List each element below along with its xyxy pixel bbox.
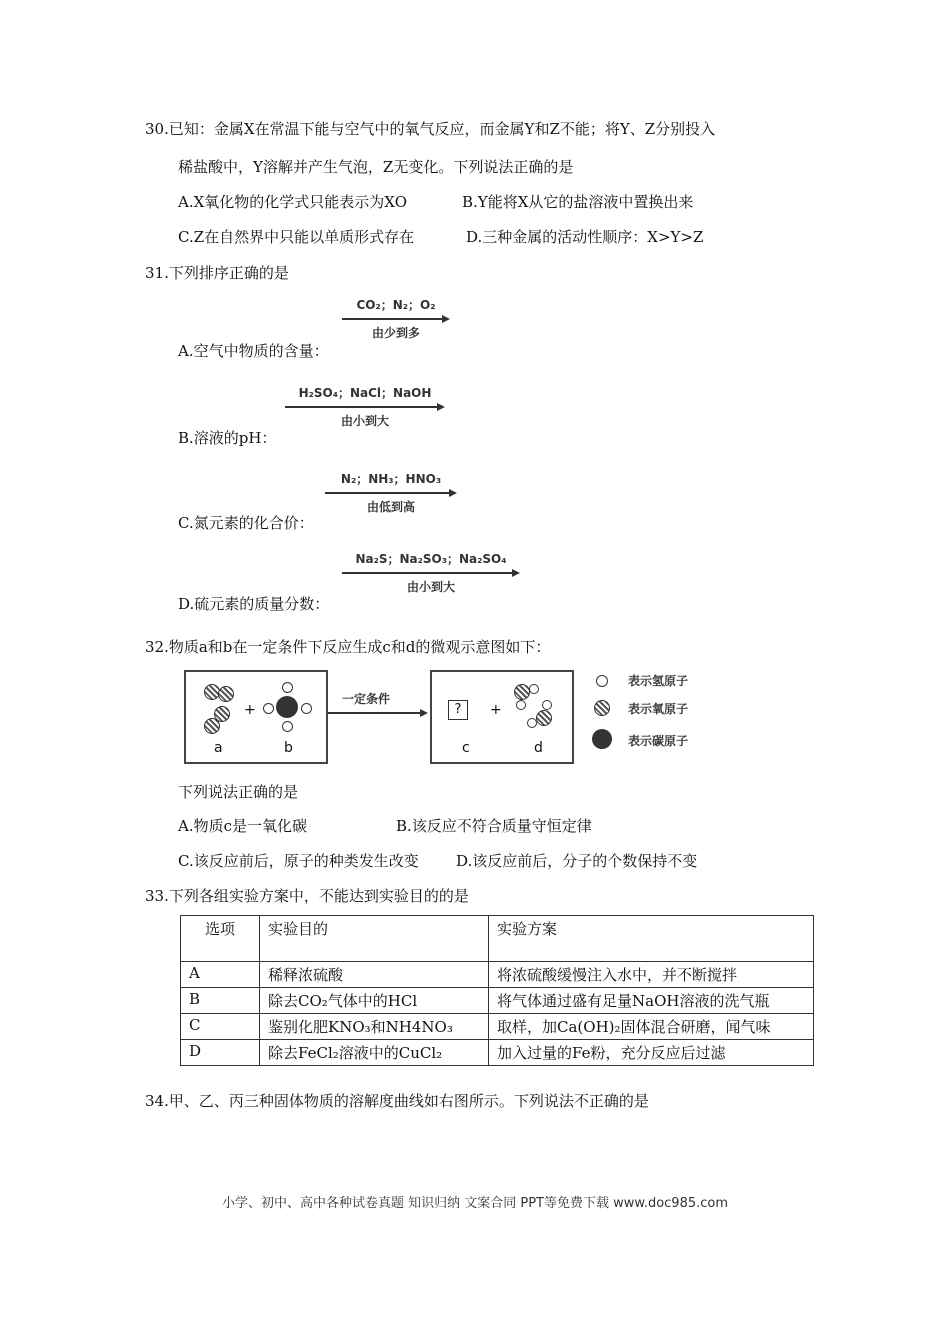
q30-option-d: D.三种金属的活动性顺序：X>Y>Z bbox=[466, 228, 704, 246]
arrow-a-bottom-text: 由少到多 bbox=[371, 326, 420, 340]
q32-prompt: 下列说法正确的是 bbox=[178, 783, 299, 801]
table-row bbox=[181, 1040, 814, 1066]
q31-option-c: C.氮元素的化合价： bbox=[178, 514, 314, 532]
oxygen-atom bbox=[536, 710, 552, 726]
q31-option-a: A.空气中物质的含量： bbox=[178, 342, 329, 360]
oxygen-atom bbox=[514, 684, 530, 700]
product-box bbox=[430, 670, 574, 764]
arrow-c-head-icon bbox=[449, 489, 457, 497]
arrow-c-bottom-text: 由低到高 bbox=[366, 500, 415, 514]
row-purpose: 除去FeCl₂溶液中的CuCl₂ bbox=[260, 1040, 489, 1066]
unknown-box: ? bbox=[448, 700, 468, 720]
arrow-b-head-icon bbox=[437, 403, 445, 411]
hydrogen-atom bbox=[301, 703, 312, 714]
q30-option-a: A.X氧化物的化学式只能表示为XO bbox=[178, 193, 407, 211]
hydrogen-atom bbox=[263, 703, 274, 714]
arrow-d-head-icon bbox=[512, 569, 520, 577]
table-row bbox=[181, 962, 814, 988]
row-option: D bbox=[181, 1040, 260, 1066]
q33-stem: 33.下列各组实验方案中，不能达到实验目的的是 bbox=[145, 887, 469, 905]
header-purpose: 实验目的 bbox=[260, 916, 489, 962]
arrow-a-top-text: CO₂；N₂；O₂ bbox=[356, 298, 436, 312]
legend-carbon-icon bbox=[592, 729, 612, 749]
arrow-d-top-text: Na₂S；Na₂SO₃；Na₂SO₄ bbox=[355, 552, 507, 566]
arrow-a-head-icon bbox=[442, 315, 450, 323]
arrow-a-line bbox=[342, 318, 442, 320]
oxygen-atom bbox=[204, 718, 220, 734]
reactant-box bbox=[184, 670, 328, 764]
row-option: B bbox=[181, 988, 260, 1014]
legend-hydrogen-text: 表示氢原子 bbox=[628, 674, 689, 688]
arrow-b-bottom-text: 由小到大 bbox=[340, 414, 389, 428]
q30-line2: 稀盐酸中，Y溶解并产生气泡，Z无变化。下列说法正确的是 bbox=[178, 158, 574, 176]
q30-option-b: B.Y能将X从它的盐溶液中置换出来 bbox=[462, 193, 694, 211]
row-plan: 加入过量的Fe粉，充分反应后过滤 bbox=[489, 1040, 814, 1066]
reaction-arrow-head-icon bbox=[420, 709, 428, 717]
header-plan: 实验方案 bbox=[489, 916, 814, 962]
header-option: 选项 bbox=[181, 916, 260, 962]
oxygen-atom bbox=[218, 686, 234, 702]
hydrogen-atom bbox=[527, 718, 537, 728]
legend-carbon-text: 表示碳原子 bbox=[628, 734, 689, 748]
row-plan: 取样，加Ca(OH)₂固体混合研磨，闻气味 bbox=[489, 1014, 814, 1040]
arrow-b-top-text: H₂SO₄；NaCl；NaOH bbox=[298, 386, 432, 400]
table-row bbox=[181, 988, 814, 1014]
q32-option-b: B.该反应不符合质量守恒定律 bbox=[396, 817, 592, 835]
legend-hydrogen-icon bbox=[596, 675, 608, 687]
q31-stem: 31.下列排序正确的是 bbox=[145, 264, 289, 282]
table-row bbox=[181, 1014, 814, 1040]
page-footer: 小学、初中、高中各种试卷真题 知识归纳 文案合同 PPT等免费下载 www.doc985.com bbox=[221, 1196, 729, 1211]
condition-text: 一定条件 bbox=[342, 692, 391, 706]
label-c: c bbox=[462, 740, 470, 756]
legend-oxygen-icon bbox=[594, 700, 610, 716]
q32-option-c: C.该反应前后，原子的种类发生改变 bbox=[178, 852, 419, 870]
reaction-arrow-line bbox=[328, 712, 420, 714]
arrow-d-bottom-text: 由小到大 bbox=[406, 580, 455, 594]
hydrogen-atom bbox=[529, 684, 539, 694]
q32-option-a: A.物质c是一氧化碳 bbox=[178, 817, 308, 835]
row-option: C bbox=[181, 1014, 260, 1040]
row-purpose: 除去CO₂气体中的HCl bbox=[260, 988, 489, 1014]
row-plan: 将浓硫酸缓慢注入水中，并不断搅拌 bbox=[489, 962, 814, 988]
plus-sign: + bbox=[490, 702, 502, 718]
row-option: A bbox=[181, 962, 260, 988]
q31-option-d: D.硫元素的质量分数： bbox=[178, 595, 330, 613]
table-header-row bbox=[181, 916, 814, 962]
arrow-c-top-text: N₂；NH₃；HNO₃ bbox=[340, 472, 442, 486]
q32-stem: 32.物质a和b在一定条件下反应生成c和d的微观示意图如下： bbox=[145, 638, 551, 656]
label-a: a bbox=[214, 740, 223, 756]
row-purpose: 稀释浓硫酸 bbox=[260, 962, 489, 988]
carbon-atom bbox=[276, 696, 298, 718]
arrow-b-line bbox=[285, 406, 437, 408]
q30-line1: 30.已知：金属X在常温下能与空气中的氧气反应，而金属Y和Z不能；将Y、Z分别投入 bbox=[145, 120, 716, 138]
q31-arrow-d bbox=[342, 548, 520, 598]
q30-option-c: C.Z在自然界中只能以单质形式存在 bbox=[178, 228, 415, 246]
legend-oxygen-text: 表示氧原子 bbox=[628, 702, 689, 716]
label-b: b bbox=[284, 740, 293, 756]
row-plan: 将气体通过盛有足量NaOH溶液的洗气瓶 bbox=[489, 988, 814, 1014]
q31-arrow-a bbox=[342, 294, 450, 344]
q32-option-d: D.该反应前后，分子的个数保持不变 bbox=[456, 852, 698, 870]
arrow-d-line bbox=[342, 572, 512, 574]
experiment-table bbox=[180, 915, 814, 1066]
q31-option-b: B.溶液的pH： bbox=[178, 429, 277, 447]
plus-sign: + bbox=[244, 702, 256, 718]
q31-arrow-b bbox=[285, 382, 445, 432]
hydrogen-atom bbox=[282, 682, 293, 693]
q31-arrow-c bbox=[325, 468, 457, 518]
q34-stem: 34.甲、乙、丙三种固体物质的溶解度曲线如右图所示。下列说法不正确的是 bbox=[145, 1092, 649, 1110]
arrow-c-line bbox=[325, 492, 449, 494]
hydrogen-atom bbox=[516, 700, 526, 710]
row-purpose: 鉴别化肥KNO₃和NH4NO₃ bbox=[260, 1014, 489, 1040]
hydrogen-atom bbox=[282, 721, 293, 732]
label-d: d bbox=[534, 740, 543, 756]
hydrogen-atom bbox=[542, 700, 552, 710]
